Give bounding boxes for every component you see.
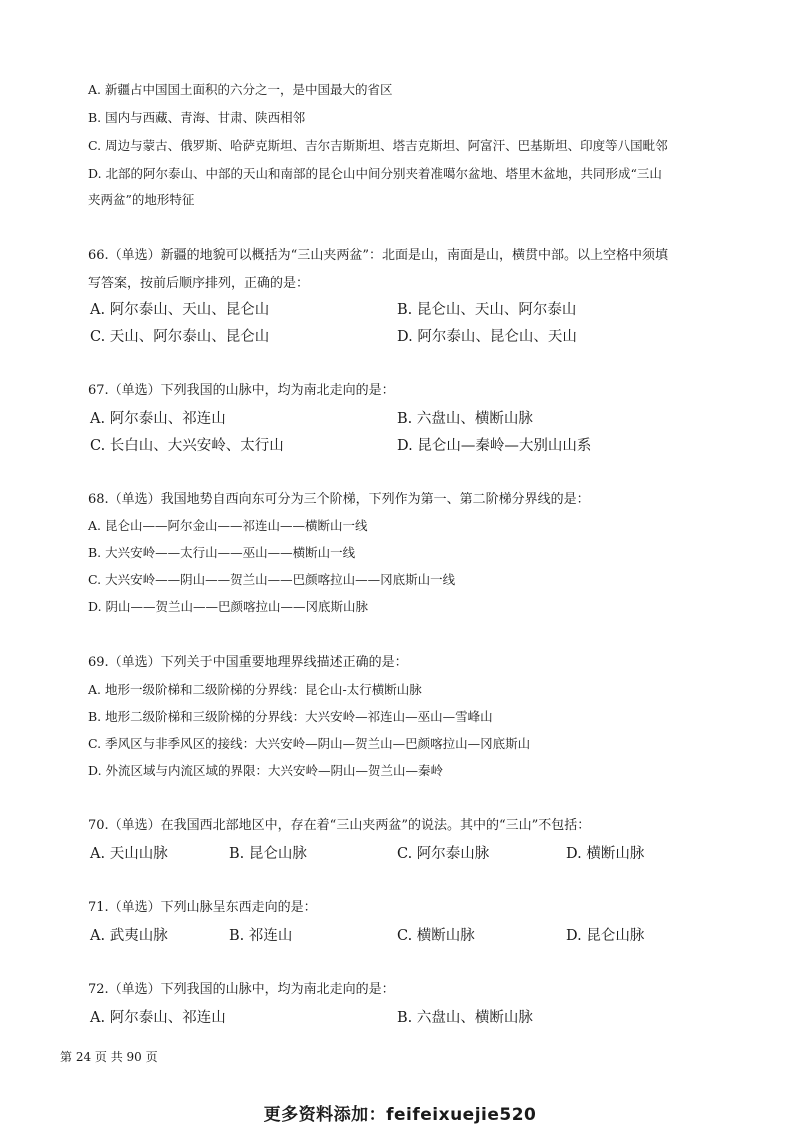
q72-option-a: A. 阿尔泰山、祁连山	[90, 1010, 226, 1026]
q70-option-c: C. 阿尔泰山脉	[397, 846, 490, 862]
q65-option-d-cont: 夹两盆”的地形特征	[88, 192, 195, 207]
q68-option-b: B. 大兴安岭——太行山——巫山——横断山一线	[88, 545, 356, 560]
q69-stem: 69.（单选）下列关于中国重要地理界线描述正确的是：	[88, 655, 408, 670]
q72-stem: 72.（单选）下列我国的山脉中，均为南北走向的是：	[88, 982, 395, 997]
q67-option-d: D. 昆仑山—秦岭—大别山山系	[397, 438, 592, 454]
promo-banner: 更多资料添加：feifeixuejie520	[263, 1105, 537, 1125]
q70-stem: 70.（单选）在我国西北部地区中，存在着“三山夹两盆”的说法。其中的“三山”不包括：	[88, 818, 591, 833]
q70-option-b: B. 昆仑山脉	[229, 846, 307, 862]
q65-option-d: D. 北部的阿尔泰山、中部的天山和南部的昆仑山中间分别夹着准噶尔盆地、塔里木盆地，共同形成“三山	[88, 166, 662, 181]
q69-option-a: A. 地形一级阶梯和二级阶梯的分界线：昆仑山-太行横断山脉	[88, 682, 422, 697]
q68-stem: 68.（单选）我国地势自西向东可分为三个阶梯，下列作为第一、第二阶梯分界线的是：	[88, 492, 590, 507]
q66-stem-line1: 66.（单选）新疆的地貌可以概括为“三山夹两盆”：北面是山，南面是山，横贯中部。以上空格中须填	[88, 248, 668, 263]
q69-option-d: D. 外流区域与内流区域的界限：大兴安岭—阴山—贺兰山—秦岭	[88, 763, 444, 778]
q69-option-c: C. 季风区与非季风区的接线：大兴安岭—阴山—贺兰山—巴颜喀拉山—冈底斯山	[88, 736, 531, 751]
page-number: 第 24 页 共 90 页	[60, 1050, 158, 1064]
q67-option-c: C. 长白山、大兴安岭、太行山	[90, 438, 284, 454]
q65-option-b: B. 国内与西藏、青海、甘肃、陕西相邻	[88, 110, 306, 125]
q65-option-c: C. 周边与蒙古、俄罗斯、哈萨克斯坦、吉尔吉斯斯坦、塔吉克斯坦、阿富汗、巴基斯坦、印度等八国毗邻	[88, 138, 668, 153]
q70-option-a: A. 天山山脉	[90, 846, 168, 862]
q67-option-a: A. 阿尔泰山、祁连山	[90, 411, 226, 427]
q66-option-c: C. 天山、阿尔泰山、昆仑山	[90, 329, 270, 345]
q66-option-a: A. 阿尔泰山、天山、昆仑山	[90, 302, 270, 318]
q71-option-d: D. 昆仑山脉	[566, 928, 645, 944]
q67-stem: 67.（单选）下列我国的山脉中，均为南北走向的是：	[88, 383, 395, 398]
q72-option-b: B. 六盘山、横断山脉	[397, 1010, 533, 1026]
q71-stem: 71.（单选）下列山脉呈东西走向的是：	[88, 900, 317, 915]
q70-option-d: D. 横断山脉	[566, 846, 645, 862]
q66-option-b: B. 昆仑山、天山、阿尔泰山	[397, 302, 577, 318]
q71-option-b: B. 祁连山	[229, 928, 293, 944]
q69-option-b: B. 地形二级阶梯和三级阶梯的分界线：大兴安岭—祁连山—巫山—雪峰山	[88, 709, 493, 724]
q67-option-b: B. 六盘山、横断山脉	[397, 411, 533, 427]
q68-option-d: D. 阴山——贺兰山——巴颜喀拉山——冈底斯山脉	[88, 599, 369, 614]
q65-option-a: A. 新疆占中国国土面积的六分之一，是中国最大的省区	[88, 82, 393, 97]
q66-option-d: D. 阿尔泰山、昆仑山、天山	[397, 329, 577, 345]
q71-option-a: A. 武夷山脉	[90, 928, 168, 944]
q68-option-a: A. 昆仑山——阿尔金山——祁连山——横断山一线	[88, 518, 368, 533]
q71-option-c: C. 横断山脉	[397, 928, 475, 944]
q66-stem-line2: 写答案，按前后顺序排列，正确的是：	[88, 276, 310, 291]
q68-option-c: C. 大兴安岭——阴山——贺兰山——巴颜喀拉山——冈底斯山一线	[88, 572, 456, 587]
